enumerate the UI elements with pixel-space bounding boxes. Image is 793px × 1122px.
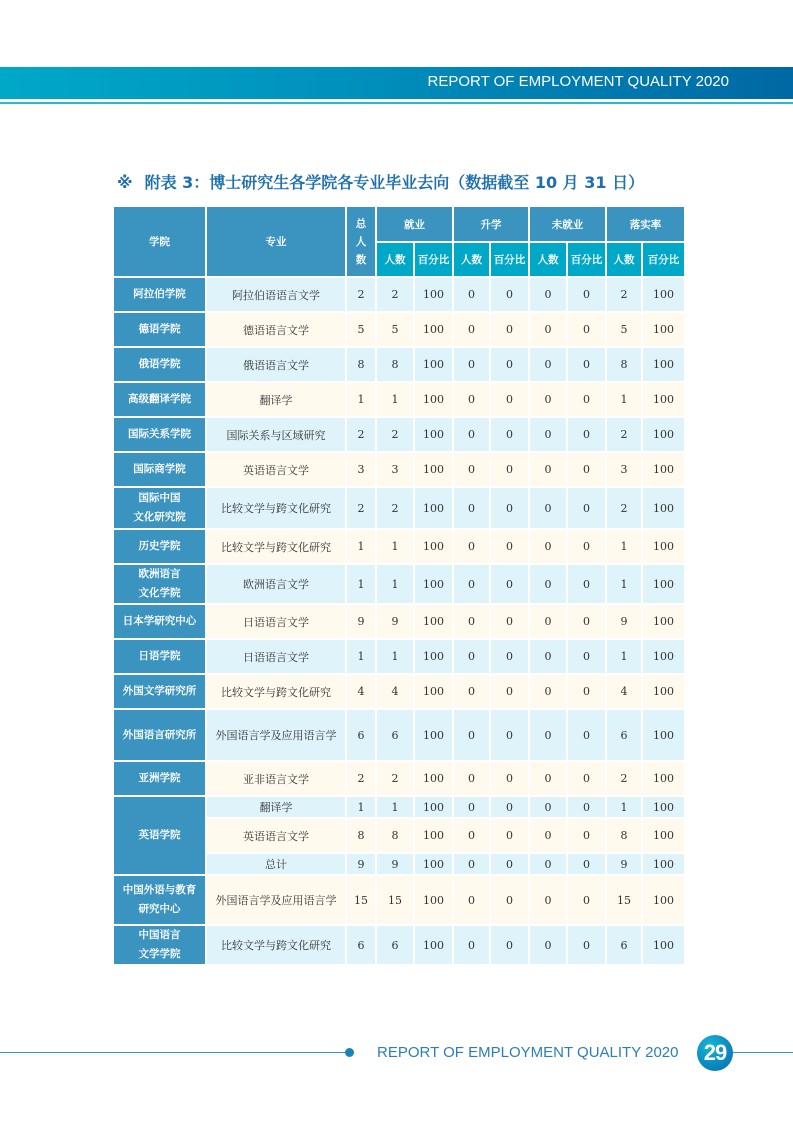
total-cell: 2 — [347, 488, 375, 528]
employed-count: 2 — [377, 278, 413, 311]
unemployed-count: 0 — [530, 530, 566, 563]
college-cell — [114, 926, 205, 964]
placement-percent: 100 — [643, 313, 684, 346]
unemployed-count: 0 — [530, 605, 566, 638]
study-percent: 0 — [491, 854, 528, 874]
employed-count: 5 — [377, 313, 413, 346]
unemployed-percent: 0 — [568, 278, 605, 311]
employed-percent: 100 — [415, 710, 452, 760]
major-cell: 翻译学 — [207, 383, 345, 416]
college-cell: 国际商学院 — [114, 453, 205, 486]
unemployed-count: 0 — [530, 383, 566, 416]
subheader-count: 人数 — [454, 243, 489, 276]
placement-count: 2 — [607, 762, 641, 795]
college-line: 文学学院 — [138, 948, 181, 960]
study-count: 0 — [454, 488, 489, 528]
employed-count: 6 — [377, 926, 413, 964]
unemployed-percent: 0 — [568, 453, 605, 486]
total-cell: 1 — [347, 383, 375, 416]
subheader-count: 人数 — [377, 243, 413, 276]
college-cell: 德语学院 — [114, 313, 205, 346]
unemployed-count: 0 — [530, 762, 566, 795]
placement-percent: 100 — [643, 640, 684, 673]
total-cell: 6 — [347, 710, 375, 760]
unemployed-count: 0 — [530, 710, 566, 760]
study-percent: 0 — [491, 710, 528, 760]
employed-count: 4 — [377, 675, 413, 708]
major-cell: 翻译学 — [207, 797, 345, 817]
employed-percent: 100 — [415, 876, 452, 924]
study-count: 0 — [454, 926, 489, 964]
placement-percent: 100 — [643, 675, 684, 708]
unemployed-percent: 0 — [568, 762, 605, 795]
placement-count: 1 — [607, 383, 641, 416]
table-row — [114, 797, 684, 817]
reference-mark-icon: ※ — [117, 173, 133, 192]
placement-percent: 100 — [643, 530, 684, 563]
unemployed-count: 0 — [530, 453, 566, 486]
placement-percent: 100 — [643, 710, 684, 760]
major-cell: 德语语言文学 — [207, 313, 345, 346]
footer-dot-icon — [345, 1048, 354, 1057]
table-row — [114, 675, 684, 708]
employed-count: 1 — [377, 383, 413, 416]
total-cell: 8 — [347, 819, 375, 852]
employed-percent: 100 — [415, 418, 452, 451]
study-percent: 0 — [491, 640, 528, 673]
unemployed-count: 0 — [530, 797, 566, 817]
college-cell: 国际关系学院 — [114, 418, 205, 451]
footer-divider-right — [733, 1052, 793, 1053]
header-major: 专业 — [207, 207, 345, 276]
placement-percent: 100 — [643, 383, 684, 416]
table-row — [114, 565, 684, 603]
subheader-count: 人数 — [607, 243, 641, 276]
total-cell: 2 — [347, 418, 375, 451]
employed-percent: 100 — [415, 819, 452, 852]
employed-percent: 100 — [415, 762, 452, 795]
placement-count: 4 — [607, 675, 641, 708]
college-line: 国际中国 — [138, 492, 181, 504]
employed-percent: 100 — [415, 854, 452, 874]
major-cell: 英语语言文学 — [207, 819, 345, 852]
unemployed-percent: 0 — [568, 876, 605, 924]
footer-report-title: REPORT OF EMPLOYMENT QUALITY 2020 — [377, 1044, 679, 1061]
employed-count: 9 — [377, 605, 413, 638]
placement-percent: 100 — [643, 565, 684, 603]
total-cell: 9 — [347, 605, 375, 638]
table-row — [114, 605, 684, 638]
table-row — [114, 453, 684, 486]
unemployed-percent: 0 — [568, 418, 605, 451]
study-percent: 0 — [491, 530, 528, 563]
study-count: 0 — [454, 453, 489, 486]
employed-percent: 100 — [415, 565, 452, 603]
placement-count: 9 — [607, 854, 641, 874]
college-cell: 日本学研究中心 — [114, 605, 205, 638]
header-total-char: 总 — [355, 217, 367, 230]
unemployed-percent: 0 — [568, 640, 605, 673]
study-percent: 0 — [491, 797, 528, 817]
college-cell: 历史学院 — [114, 530, 205, 563]
table-row — [114, 710, 684, 760]
placement-count: 2 — [607, 278, 641, 311]
unemployed-count: 0 — [530, 675, 566, 708]
table-row — [114, 640, 684, 673]
study-count: 0 — [454, 876, 489, 924]
employed-percent: 100 — [415, 926, 452, 964]
employed-count: 2 — [377, 488, 413, 528]
college-cell — [114, 488, 205, 528]
total-cell: 1 — [347, 797, 375, 817]
study-count: 0 — [454, 383, 489, 416]
study-percent: 0 — [491, 876, 528, 924]
study-count: 0 — [454, 675, 489, 708]
table-row — [114, 383, 684, 416]
unemployed-percent: 0 — [568, 348, 605, 381]
employed-count: 6 — [377, 710, 413, 760]
college-cell — [114, 876, 205, 924]
total-cell: 4 — [347, 675, 375, 708]
employed-percent: 100 — [415, 797, 452, 817]
table-row — [114, 418, 684, 451]
placement-count: 8 — [607, 819, 641, 852]
table-row — [114, 313, 684, 346]
college-line: 文化研究院 — [133, 511, 186, 523]
unemployed-count: 0 — [530, 313, 566, 346]
employed-percent: 100 — [415, 348, 452, 381]
study-percent: 0 — [491, 762, 528, 795]
unemployed-percent: 0 — [568, 819, 605, 852]
study-percent: 0 — [491, 819, 528, 852]
placement-count: 1 — [607, 640, 641, 673]
employed-percent: 100 — [415, 675, 452, 708]
placement-count: 5 — [607, 313, 641, 346]
major-cell: 亚非语言文学 — [207, 762, 345, 795]
study-count: 0 — [454, 710, 489, 760]
placement-count: 3 — [607, 453, 641, 486]
employed-percent: 100 — [415, 530, 452, 563]
unemployed-count: 0 — [530, 418, 566, 451]
header-placement-rate: 落实率 — [607, 207, 684, 241]
table-row — [114, 530, 684, 563]
header-college: 学院 — [114, 207, 205, 276]
placement-count: 1 — [607, 565, 641, 603]
employed-count: 3 — [377, 453, 413, 486]
footer-divider-left — [0, 1052, 350, 1053]
placement-percent: 100 — [643, 453, 684, 486]
unemployed-count: 0 — [530, 640, 566, 673]
placement-percent: 100 — [643, 488, 684, 528]
college-cell — [114, 565, 205, 603]
placement-count: 2 — [607, 418, 641, 451]
header-unemployed: 未就业 — [530, 207, 605, 241]
unemployed-percent: 0 — [568, 926, 605, 964]
unemployed-percent: 0 — [568, 313, 605, 346]
study-percent: 0 — [491, 348, 528, 381]
placement-percent: 100 — [643, 876, 684, 924]
unemployed-count: 0 — [530, 819, 566, 852]
placement-percent: 100 — [643, 605, 684, 638]
placement-percent: 100 — [643, 926, 684, 964]
unemployed-percent: 0 — [568, 565, 605, 603]
unemployed-count: 0 — [530, 926, 566, 964]
study-count: 0 — [454, 565, 489, 603]
header-total — [347, 207, 375, 276]
unemployed-count: 0 — [530, 854, 566, 874]
unemployed-percent: 0 — [568, 605, 605, 638]
employed-percent: 100 — [415, 453, 452, 486]
placement-count: 2 — [607, 488, 641, 528]
study-count: 0 — [454, 640, 489, 673]
total-cell: 15 — [347, 876, 375, 924]
unemployed-count: 0 — [530, 348, 566, 381]
college-cell: 高级翻译学院 — [114, 383, 205, 416]
header-report-title: REPORT OF EMPLOYMENT QUALITY 2020 — [427, 73, 729, 90]
employed-percent: 100 — [415, 605, 452, 638]
total-cell: 6 — [347, 926, 375, 964]
subheader-percent: 百分比 — [491, 243, 528, 276]
major-cell: 总计 — [207, 854, 345, 874]
employed-count: 2 — [377, 762, 413, 795]
total-cell: 3 — [347, 453, 375, 486]
study-percent: 0 — [491, 383, 528, 416]
employed-count: 2 — [377, 418, 413, 451]
total-cell: 5 — [347, 313, 375, 346]
placement-count: 9 — [607, 605, 641, 638]
employed-percent: 100 — [415, 313, 452, 346]
study-percent: 0 — [491, 605, 528, 638]
study-percent: 0 — [491, 418, 528, 451]
unemployed-count: 0 — [530, 278, 566, 311]
placement-count: 1 — [607, 530, 641, 563]
employment-table — [112, 205, 686, 966]
employed-percent: 100 — [415, 278, 452, 311]
unemployed-percent: 0 — [568, 530, 605, 563]
header-total-char: 数 — [355, 253, 367, 266]
study-percent: 0 — [491, 926, 528, 964]
placement-percent: 100 — [643, 418, 684, 451]
placement-percent: 100 — [643, 762, 684, 795]
study-percent: 0 — [491, 278, 528, 311]
placement-percent: 100 — [643, 819, 684, 852]
header-further-study: 升学 — [454, 207, 528, 241]
total-cell: 1 — [347, 565, 375, 603]
major-cell: 外国语言学及应用语言学 — [207, 710, 345, 760]
study-count: 0 — [454, 819, 489, 852]
major-cell: 英语语言文学 — [207, 453, 345, 486]
study-count: 0 — [454, 348, 489, 381]
major-cell: 外国语言学及应用语言学 — [207, 876, 345, 924]
unemployed-percent: 0 — [568, 797, 605, 817]
employed-count: 1 — [377, 565, 413, 603]
table-row — [114, 348, 684, 381]
total-cell: 1 — [347, 640, 375, 673]
subheader-percent: 百分比 — [568, 243, 605, 276]
subheader-count: 人数 — [530, 243, 566, 276]
major-cell: 日语语言文学 — [207, 640, 345, 673]
unemployed-count: 0 — [530, 565, 566, 603]
table-row — [114, 278, 684, 311]
study-count: 0 — [454, 762, 489, 795]
college-line: 研究中心 — [138, 903, 181, 915]
subheader-percent: 百分比 — [643, 243, 684, 276]
placement-count: 1 — [607, 797, 641, 817]
employed-count: 8 — [377, 348, 413, 381]
study-count: 0 — [454, 313, 489, 346]
placement-percent: 100 — [643, 797, 684, 817]
unemployed-percent: 0 — [568, 675, 605, 708]
header-employed: 就业 — [377, 207, 452, 241]
employed-percent: 100 — [415, 383, 452, 416]
major-cell: 日语语言文学 — [207, 605, 345, 638]
page-number-badge: 29 — [697, 1035, 733, 1071]
college-line: 中国语言 — [138, 929, 181, 941]
major-cell: 比较文学与跨文化研究 — [207, 926, 345, 964]
placement-percent: 100 — [643, 854, 684, 874]
unemployed-percent: 0 — [568, 710, 605, 760]
college-cell: 外国文学研究所 — [114, 675, 205, 708]
college-line: 欧洲语言 — [138, 568, 181, 580]
unemployed-count: 0 — [530, 876, 566, 924]
table-title-text: 附表 3：博士研究生各学院各专业毕业去向（数据截至 10 月 31 日） — [144, 173, 645, 192]
header-divider — [0, 102, 793, 104]
college-cell: 亚洲学院 — [114, 762, 205, 795]
table-row — [114, 926, 684, 964]
unemployed-count: 0 — [530, 488, 566, 528]
table-row — [114, 876, 684, 924]
major-cell: 比较文学与跨文化研究 — [207, 488, 345, 528]
header-total-char: 人 — [355, 235, 367, 248]
major-cell: 俄语语言文学 — [207, 348, 345, 381]
college-cell: 英语学院 — [114, 797, 205, 874]
study-count: 0 — [454, 530, 489, 563]
college-line: 文化学院 — [138, 587, 181, 599]
unemployed-percent: 0 — [568, 383, 605, 416]
major-cell: 阿拉伯语语言文学 — [207, 278, 345, 311]
study-count: 0 — [454, 605, 489, 638]
college-cell: 日语学院 — [114, 640, 205, 673]
study-count: 0 — [454, 797, 489, 817]
study-percent: 0 — [491, 453, 528, 486]
placement-count: 15 — [607, 876, 641, 924]
employed-count: 9 — [377, 854, 413, 874]
total-cell: 1 — [347, 530, 375, 563]
major-cell: 国际关系与区域研究 — [207, 418, 345, 451]
major-cell: 欧洲语言文学 — [207, 565, 345, 603]
employed-percent: 100 — [415, 488, 452, 528]
study-count: 0 — [454, 418, 489, 451]
employed-count: 15 — [377, 876, 413, 924]
table-row — [114, 762, 684, 795]
study-percent: 0 — [491, 675, 528, 708]
placement-count: 6 — [607, 926, 641, 964]
total-cell: 2 — [347, 278, 375, 311]
major-cell: 比较文学与跨文化研究 — [207, 675, 345, 708]
subheader-percent: 百分比 — [415, 243, 452, 276]
study-percent: 0 — [491, 313, 528, 346]
college-line: 中国外语与教育 — [122, 884, 197, 896]
college-cell: 俄语学院 — [114, 348, 205, 381]
total-cell: 2 — [347, 762, 375, 795]
total-cell: 9 — [347, 854, 375, 874]
study-count: 0 — [454, 278, 489, 311]
unemployed-percent: 0 — [568, 854, 605, 874]
table-title — [117, 170, 644, 193]
employed-count: 8 — [377, 819, 413, 852]
employed-count: 1 — [377, 640, 413, 673]
placement-count: 8 — [607, 348, 641, 381]
unemployed-percent: 0 — [568, 488, 605, 528]
study-percent: 0 — [491, 565, 528, 603]
college-cell: 阿拉伯学院 — [114, 278, 205, 311]
placement-percent: 100 — [643, 348, 684, 381]
major-cell: 比较文学与跨文化研究 — [207, 530, 345, 563]
placement-percent: 100 — [643, 278, 684, 311]
placement-count: 6 — [607, 710, 641, 760]
study-percent: 0 — [491, 488, 528, 528]
college-cell: 外国语言研究所 — [114, 710, 205, 760]
study-count: 0 — [454, 854, 489, 874]
employed-count: 1 — [377, 530, 413, 563]
table-row — [114, 488, 684, 528]
employed-count: 1 — [377, 797, 413, 817]
total-cell: 8 — [347, 348, 375, 381]
employed-percent: 100 — [415, 640, 452, 673]
